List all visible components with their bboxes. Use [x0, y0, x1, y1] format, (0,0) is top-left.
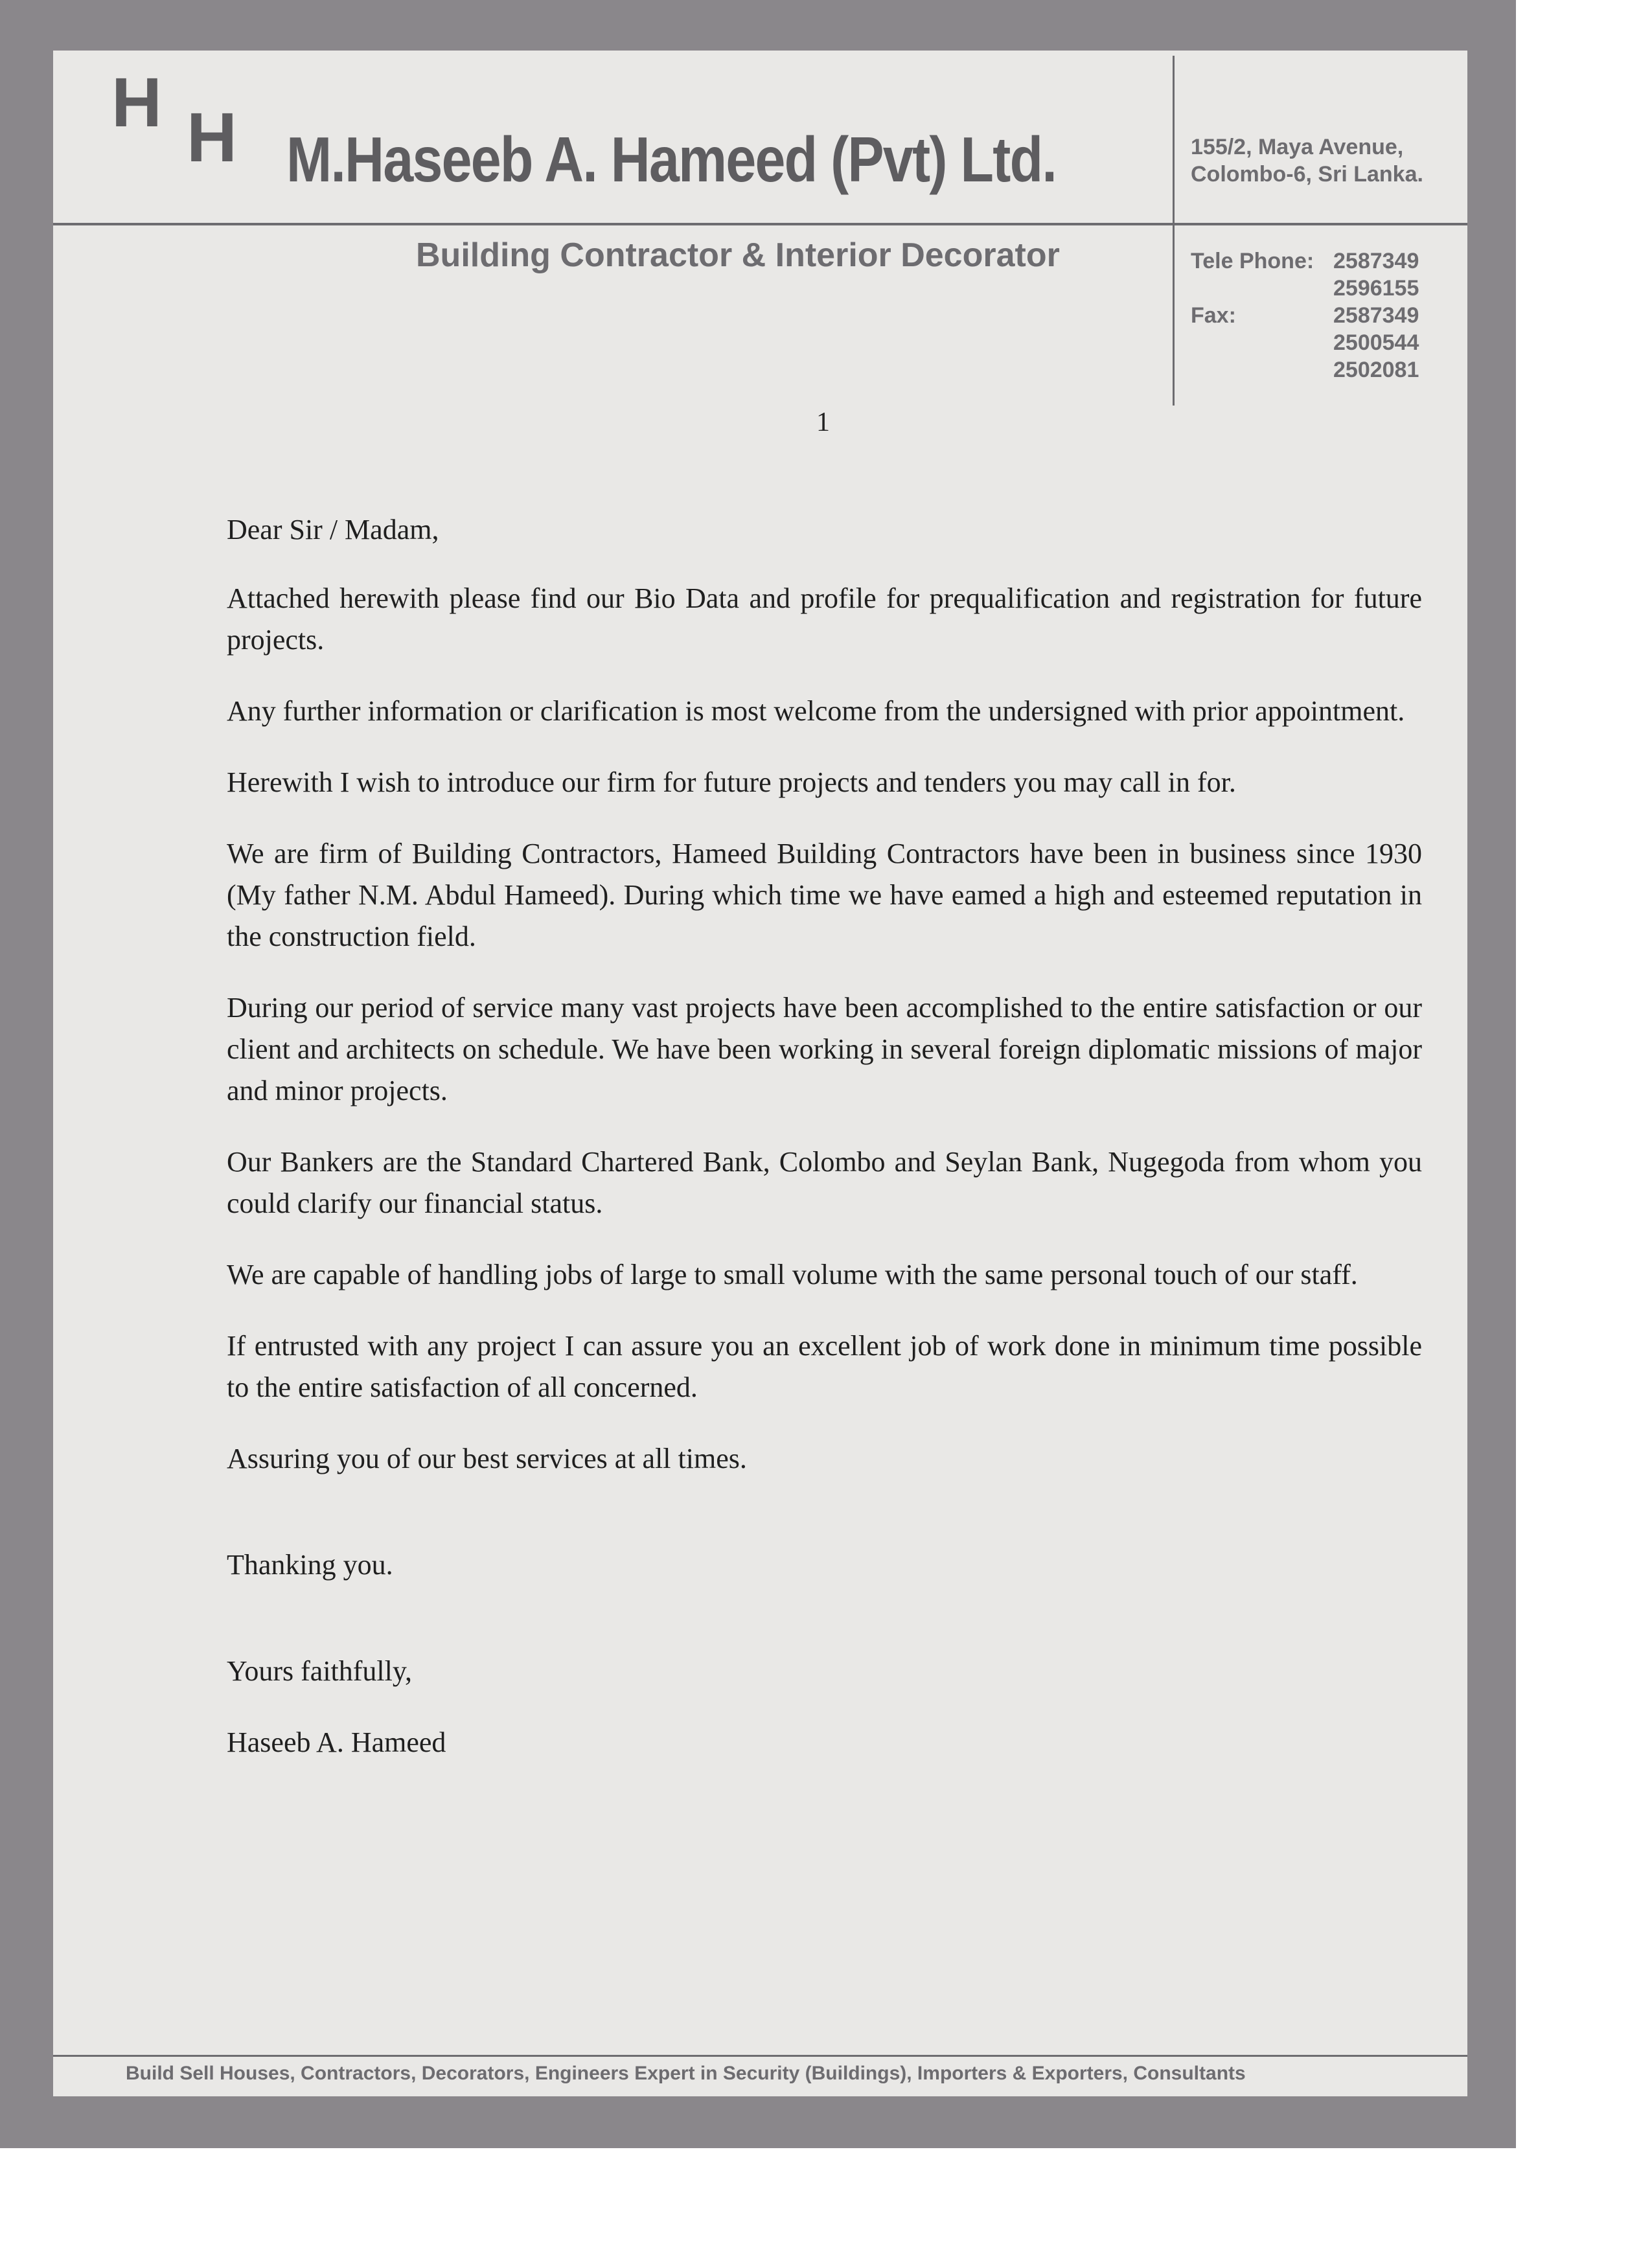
- body-paragraph: Attached herewith please find our Bio Data and profile for prequalification and registration for future projects.: [227, 582, 1422, 656]
- phone-number: 2596155: [1333, 276, 1419, 301]
- phone-label: Tele Phone:: [1191, 249, 1314, 273]
- scanner-margin: [1516, 0, 1652, 2148]
- body-paragraph: If entrusted with any project I can assure you an excellent job of work done in minimum time possible to the entire satisfaction of all concerned.: [227, 1330, 1422, 1403]
- body-paragraph: During our period of service many vast projects have been accomplished to the entire satisfaction or our client and architects on schedule. We have been working in several foreign diplomatic missions of major and minor projects.: [227, 992, 1422, 1106]
- page-number: 1: [816, 407, 830, 437]
- thanks-line: Thanking you.: [227, 1549, 393, 1581]
- salutation: Dear Sir / Madam,: [227, 514, 439, 545]
- company-name: M.Haseeb A. Hameed (Pvt) Ltd.: [286, 124, 1057, 195]
- fax-label: Fax:: [1191, 303, 1236, 328]
- letter-body: [227, 509, 1422, 1763]
- letter-page: [53, 51, 1467, 2096]
- fax-number: 2502081: [1333, 358, 1419, 382]
- logo-letter-1: H: [111, 63, 162, 141]
- company-tagline: Building Contractor & Interior Decorator: [416, 236, 1060, 274]
- signatory-name: Haseeb A. Hameed: [227, 1726, 446, 1758]
- body-paragraph: We are capable of handling jobs of large to small volume with the same personal touch of our staff.: [227, 1259, 1358, 1290]
- footer-services: Build Sell Houses, Contractors, Decorators, Engineers Expert in Security (Buildings), Importers & Exporters, Consultants: [126, 2063, 1246, 2084]
- fax-number: 2587349: [1333, 303, 1419, 328]
- body-paragraph: Our Bankers are the Standard Chartered Bank, Colombo and Seylan Bank, Nugegoda from whom you could clarify our financial status.: [227, 1146, 1422, 1219]
- header-divider-vertical: [1173, 56, 1175, 406]
- fax-row: [1191, 356, 1419, 384]
- body-paragraph: We are firm of Building Contractors, Hameed Building Contractors have been in business since 1930 (My father N.M. Abdul Hameed). During which time we have eamed a high and esteemed reputation in the construction field.: [227, 838, 1422, 952]
- header-divider: [53, 223, 1467, 225]
- address-line: 155/2, Maya Avenue,: [1191, 135, 1404, 159]
- address-line: Colombo-6, Sri Lanka.: [1191, 162, 1423, 187]
- phone-row: [1191, 247, 1419, 275]
- phone-number: 2587349: [1333, 249, 1419, 273]
- logo-letter-2: H: [187, 98, 237, 176]
- fax-row: [1191, 302, 1419, 329]
- fax-number: 2500544: [1333, 330, 1419, 355]
- phone-row: [1191, 275, 1419, 302]
- fax-row: [1191, 329, 1419, 356]
- contact-details: [1191, 247, 1419, 384]
- body-paragraph: Herewith I wish to introduce our firm for future projects and tenders you may call in for.: [227, 766, 1236, 798]
- company-address: [1191, 133, 1423, 188]
- closing-line: Yours faithfully,: [227, 1655, 413, 1687]
- footer-divider: [53, 2055, 1467, 2057]
- body-paragraph: Any further information or clarification is most welcome from the undersigned with prior appointment.: [227, 695, 1405, 727]
- company-logo: [111, 63, 254, 176]
- body-paragraph: Assuring you of our best services at all times.: [227, 1443, 747, 1474]
